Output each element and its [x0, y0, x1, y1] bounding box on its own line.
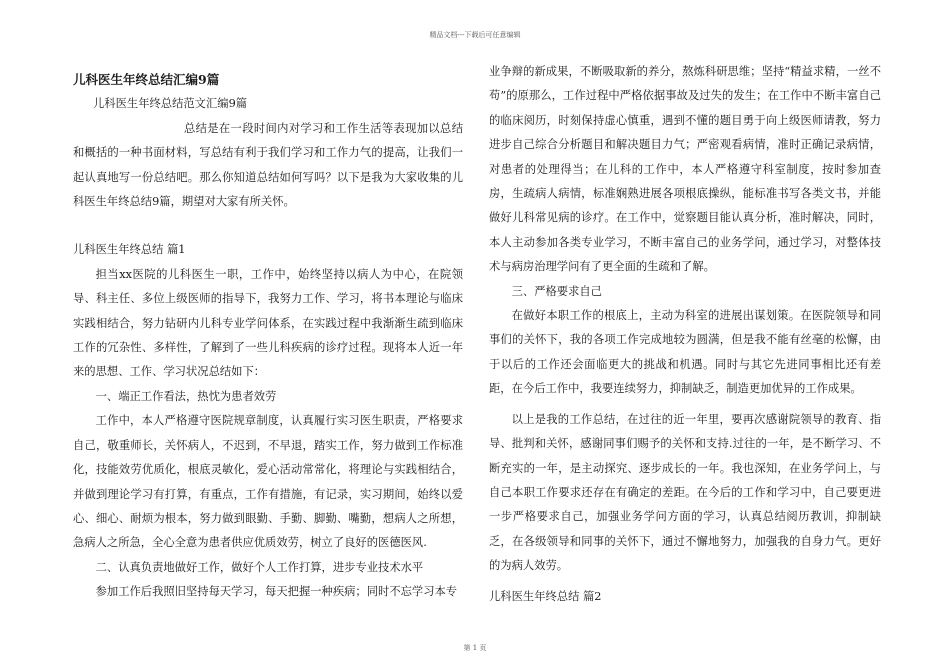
paragraph: 以上是我的工作总结，在过往的近一年里，要再次感谢院领导的教育、指导、批判和关怀，感谢同事们赐予的关怀和支持.过往的一年，是不断学习、不断充实的一年，是主动探究、逐步成长的一年。我也深知，在业务学问上，与自己本职工作要求还存在有确定的差距。在今后的工作和学习中，自己要更进一步严格要求自己，加强业务学问方面的学习，认真总结阅历教训，抑制缺乏，在各级领导和同事的关怀下，通过不懈地努力，加强我的自身力气。更好的为病人效劳。: [489, 412, 881, 573]
right-column: [489, 60, 881, 609]
paragraph: 工作中，本人严格遵守医院规章制度，认真履行实习医生职责，严格要求自己，敬重师长，关怀病人，不迟到，不早退，踏实工作，努力做到工作标准化，技能效劳优质化，根底灵敏化，爱心活动常常化，将理论与实践相结合，并做到理论学习有打算，有重点，工作有措施，有记录，实习期间，始终以爱心、细心、耐烦为根本，努力做到眼勤、手勤、脚勤、嘴勤，想病人之所想，急病人之所急，全心全意为患者供应优质效劳，树立了良好的医德医风.: [73, 414, 463, 550]
subheading: 一、端正工作看法，热忱为患者效劳: [95, 389, 277, 403]
subheading: 三、严格要求自己: [511, 284, 602, 298]
document-subtitle: 儿科医生年终总结范文汇编9篇: [93, 97, 248, 111]
paragraph: 参加工作后我照旧坚持每天学习，每天把握一种疾病；同时不忘学习本专: [95, 585, 458, 599]
intro-paragraph: 总结是在一段时间内对学习和工作生活等表现加以总结和概括的一种书面材料，写总结有利于我们学习和工作力气的提高，让我们一起认真地写一份总结吧。那么你知道总结如何写吗？以下是我为大家收集的儿科医生年终总结9篇，期望对大家有所关怀。: [73, 121, 463, 209]
section-heading-1: 儿科医生年终总结 篇1: [73, 243, 186, 257]
page-footer: 第 1 页: [463, 644, 487, 652]
section-heading-2: 儿科医生年终总结 篇2: [489, 589, 602, 603]
left-column: [73, 60, 463, 605]
document-title: 儿科医生年终总结汇编9篇: [73, 72, 220, 87]
page-header: 精品文档---下载后可任意编辑: [429, 31, 521, 39]
paragraph: 业争辩的新成果，不断吸取新的养分，熬炼科研思维；坚持“精益求精，一丝不苟”的原那么，工作过程中严格依据事故及过失的发生；在工作中不断丰富自己的临床阅历，时刻保持虚心慎重，遇到不懂的题目勇于向上级医师请教，努力进步自己综合分析题目和解决题目力气；严密观看病情，准时正确记录病情，对患者的处理得当；在儿科的工作中，本人严格遵守科室制度，按时参加查房，生疏病人病情，标准娴熟进展各项根底操纵，能标准书写各类文书，并能做好儿科常见病的诊疗。在工作中，觉察题目能认真分析，准时解决，同时，本人主动参加各类专业学习，不断丰富自己的业务学问，通过学习，对整体技术与病房治理学问有了更全面的生疏和了解。: [489, 65, 881, 274]
paragraph: 在做好本职工作的根底上，主动为科室的进展出谋划策。在医院领导和同事们的关怀下，我的各项工作完成地较为圆满，但是我不能有丝毫的松懈，由于以后的工作还会面临更大的挑战和机遇。同时与其它先进同事相比还有差距，在今后工作中，我要连续努力，抑制缺乏，制造更加优异的工作成果。: [489, 309, 881, 396]
paragraph: 担当xx医院的儿科医生一职，工作中，始终坚持以病人为中心，在院领导、科主任、多位上级医师的指导下，我努力工作、学习，将书本理论与临床实践相结合，努力钻研内儿科专业学问体系，在实践过程中我渐渐生疏到临床工作的冗杂性、多样性，了解到了一些儿科疾病的诊疗过程。现将本人近一年来的思想、工作、学习状况总结如下：: [73, 267, 463, 379]
subheading: 二、认真负责地做好工作，做好个人工作打算，进步专业技术水平: [95, 560, 424, 574]
